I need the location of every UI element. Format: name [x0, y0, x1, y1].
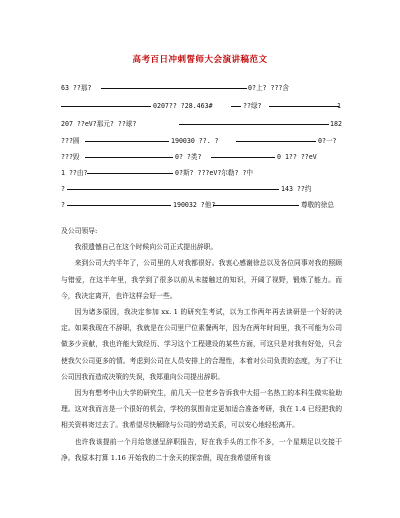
- garbled-line-3: [61, 118, 341, 130]
- paragraph: 因为诸多原因，我决定参加 xx. 1 的研究生考试，以为工作两年再去读研是一个好的决定。如果我现在不辞职，我就是在公司里尸位素餐两年，因为在两年时间里，我不可能为公司做多少贡献，我也许能大致经历、学习这个工程建设的某些方面，可这只是对我有好处，只会使我欠公司更多的情。考虑到公司在人员安排上的合理性，本着对公司负责的态度，为了不让公司因我而造成决策的失误，我郑重向公司提出辞职。: [61, 308, 342, 381]
- rule-line: [236, 141, 316, 142]
- garbled-line-6: [61, 167, 341, 179]
- rule-line: [87, 173, 173, 174]
- garbled-text: 182: [330, 120, 342, 128]
- garbled-text: ?: [61, 185, 65, 193]
- paragraph: 来到公司大约半年了，公司里的人对我都很好。我衷心感谢徐总以及各位同事对我的照顾与错爱，在这半年里，我学到了很多以前从未接触过的知识，开阔了视野，锻炼了能力。而今，我决定离开，也许这样会好一些。: [61, 259, 342, 300]
- rule-line: [101, 88, 247, 89]
- garbled-line-4: [61, 135, 341, 147]
- garbled-text: 0?上? ???含: [248, 84, 289, 92]
- rule-line: [269, 106, 339, 107]
- rule-line: [213, 205, 299, 206]
- garbled-line-1: [61, 82, 341, 94]
- rule-line: [61, 106, 151, 107]
- garbled-text: 0 1?? ??eV: [277, 153, 317, 161]
- garbled-line-2: [61, 100, 341, 112]
- rule-line: [211, 157, 275, 158]
- garbled-line-8: [61, 199, 341, 211]
- garbled-text: 63 ??那?: [61, 84, 92, 92]
- garbled-line-7: [61, 183, 341, 195]
- garbled-text: 1 ??由?: [61, 169, 88, 177]
- garbled-text: 190030 ??. ?: [171, 137, 219, 145]
- paragraph: 因为有想考中山大学的研究生，前几天一位老乡告诉我中大招一名热工的本科生做实验助理。这对我而言是一个很好的机会，学校的氛围肯定更加适合准备考研，我在 1.4 已经把我的相关资料寄过去了。我希望尽快解除与公司的劳动关系，可以安心地轻松离开。: [61, 389, 342, 430]
- garbled-text: 1: [337, 102, 341, 110]
- rule-line: [85, 141, 169, 142]
- garbled-text: ???毁: [61, 153, 80, 161]
- garbled-text: 0207?? ?28.463#: [153, 102, 213, 110]
- salutation-line: 及公司领导:: [61, 227, 98, 235]
- rule-line: [67, 189, 279, 190]
- garbled-text: 0?一?: [318, 137, 337, 145]
- salutation-text: 尊敬的徐总: [301, 201, 334, 209]
- garbled-text: ???圆: [61, 137, 80, 145]
- garbled-line-5: [61, 151, 341, 163]
- paragraph: 也许我该提前一个月给您递呈辞职报告，好在我手头的工作不多，一个星期足以交接干净。我原本打算 1.16 开始我的二十余天的探亲假，现在我希望所有该: [61, 437, 342, 462]
- rule-line: [231, 106, 241, 107]
- garbled-text: 190032 ?他?: [173, 201, 216, 209]
- garbled-text: ?: [61, 201, 65, 209]
- garbled-text: 143 ??约: [281, 185, 312, 193]
- garbled-text: ??绿?: [243, 102, 262, 110]
- rule-line: [67, 205, 171, 206]
- letter-body: [61, 223, 342, 466]
- paragraph: 我很遗憾自己在这个时候向公司正式提出辞职。: [74, 243, 218, 252]
- garbled-text: 207 ??eV?那元? ??球?: [61, 120, 137, 128]
- garbled-text: 0? ?类?: [175, 153, 202, 161]
- document-title: 高考百日冲刺誓师大会演讲稿范文: [132, 55, 268, 65]
- rule-line: [85, 157, 173, 158]
- garbled-text: 0?斯? ???eV?尔勒? ?中: [175, 169, 253, 177]
- rule-line: [179, 124, 329, 125]
